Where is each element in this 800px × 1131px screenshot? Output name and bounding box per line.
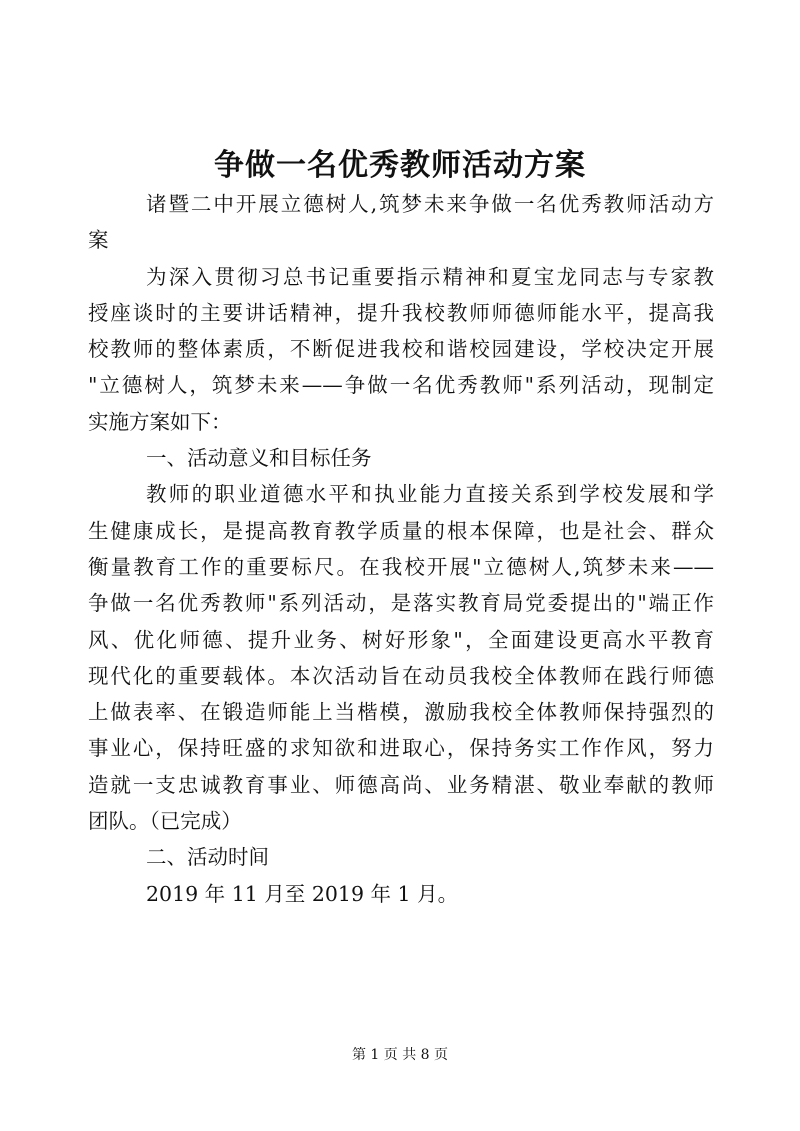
intro-line-4: "立德树人，筑梦未来——争做一名优秀教师"系列活动，现制定	[88, 373, 714, 398]
intro-line-5: 实施方案如下：	[88, 409, 232, 434]
section-heading-1: 一、活动意义和目标任务	[146, 446, 372, 471]
document-title: 争做一名优秀教师活动方案	[214, 148, 586, 183]
intro-line-1: 为深入贯彻习总书记重要指示精神和夏宝龙同志与专家教	[146, 264, 714, 289]
intro-line-2: 授座谈时的主要讲话精神，提升我校教师师德师能水平，提高我	[88, 300, 714, 325]
subtitle-line-1: 诸暨二中开展立德树人,筑梦未来争做一名优秀教师活动方	[146, 192, 714, 216]
subtitle-line-2: 案	[88, 228, 109, 253]
section1-line-8: 事业心，保持旺盛的求知欲和进取心，保持务实工作作风，努力	[88, 736, 714, 761]
section1-line-3: 衡量教育工作的重要标尺。在我校开展"立德树人,筑梦未来——	[88, 554, 714, 579]
section1-line-4: 争做一名优秀教师"系列活动，是落实教育局党委提出的"端正作	[88, 591, 714, 616]
document-body	[88, 186, 714, 912]
page-footer: 第 1 页 共 8 页	[351, 1047, 449, 1063]
section1-line-7: 上做表率、在锻造师能上当楷模，激励我校全体教师保持强烈的	[88, 700, 714, 725]
section-heading-2: 二、活动时间	[146, 845, 269, 870]
section1-line-9: 造就一支忠诚教育事业、师德高尚、业务精湛、敬业奉献的教师	[88, 772, 714, 797]
section1-line-2: 生健康成长，是提高教育教学质量的根本保障，也是社会、群众	[88, 518, 714, 543]
section2-line-1: 2019 年 11 月至 2019 年 1 月。	[146, 881, 459, 906]
section1-line-6: 现代化的重要载体。本次活动旨在动员我校全体教师在践行师德	[88, 663, 714, 688]
section1-line-5: 风、优化师德、提升业务、树好形象"，全面建设更高水平教育	[88, 627, 714, 652]
intro-line-3: 校教师的整体素质，不断促进我校和谐校园建设，学校决定开展	[88, 337, 714, 362]
section1-line-10: 团队。（已完成）	[88, 809, 242, 834]
section1-line-1: 教师的职业道德水平和执业能力直接关系到学校发展和学	[146, 482, 714, 507]
